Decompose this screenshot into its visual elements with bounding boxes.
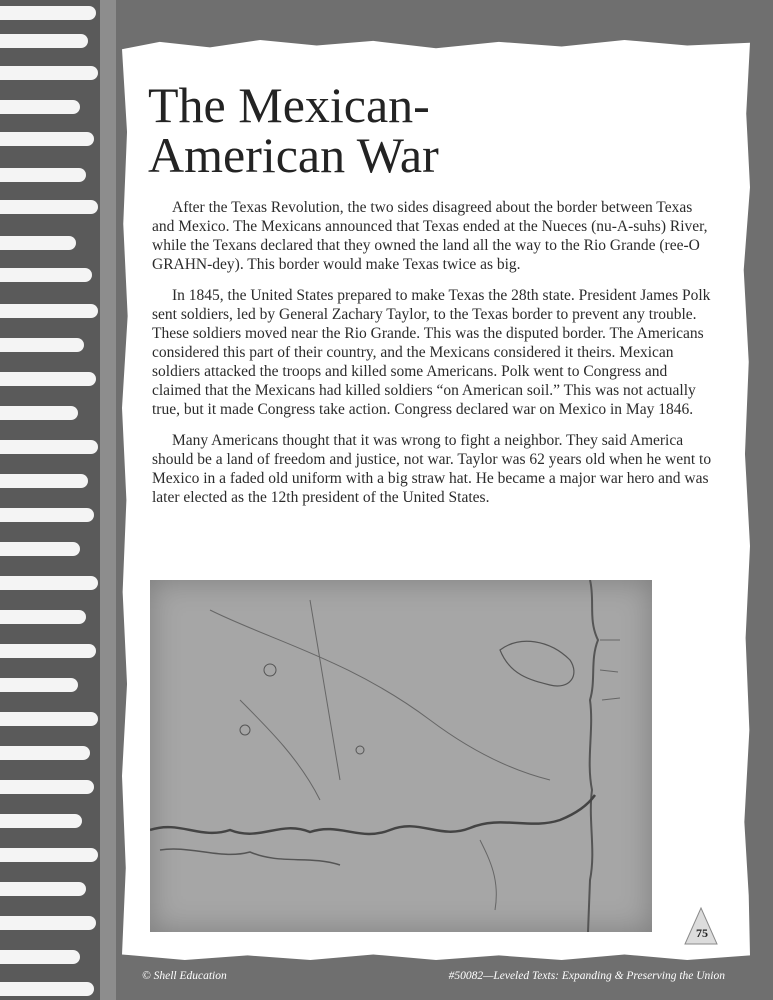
footer-copyright: © Shell Education <box>142 970 227 982</box>
map-drawing <box>150 580 652 932</box>
page-number: 75 <box>696 926 708 940</box>
page-title <box>148 77 708 183</box>
article-body <box>152 198 712 519</box>
title-line-2: American War <box>148 127 439 183</box>
paragraph-2: In 1845, the United States prepared to make Texas the 28th state. President James Polk sent soldiers, led by General Zachary Taylor, to the Texas border to prevent any trouble. These soldiers moved near the Rio Grande. This was the disputed border. The Americans considered this part of their country, and the Mexicans considered it theirs. Mexican soldiers attacked the troops and killed some Americans. Polk went to Congress and claimed that the Mexicans had killed soldiers “on American soil.” This was not actually true, but it made Congress take action. Congress declared war on Mexico in May 1846. <box>152 287 711 418</box>
paragraph-1: After the Texas Revolution, the two sides disagreed about the border between Texas and Mexico. The Mexicans announced that Texas ended at the Nueces (nu-A-suhs) River, while the Texans declared that they owned the land all the way to the Rio Grande (ree-O GRAHN-dey). This border would make Texas twice as big. <box>152 199 708 273</box>
footer-book-title: #50082—Leveled Texts: Expanding & Preserving the Union <box>448 970 725 982</box>
title-line-1: The Mexican- <box>148 77 430 133</box>
left-decorative-stripes <box>0 0 100 1000</box>
divider-bar <box>100 0 116 1000</box>
paragraph-3: Many Americans thought that it was wrong to fight a neighbor. They said America should be a land of freedom and justice, not war. Taylor was 62 years old when he went to Mexico in a faded old uniform with a big straw hat. He became a major war hero and was later elected as the 12th president of the United States. <box>152 432 712 506</box>
historical-map-image <box>150 580 652 932</box>
